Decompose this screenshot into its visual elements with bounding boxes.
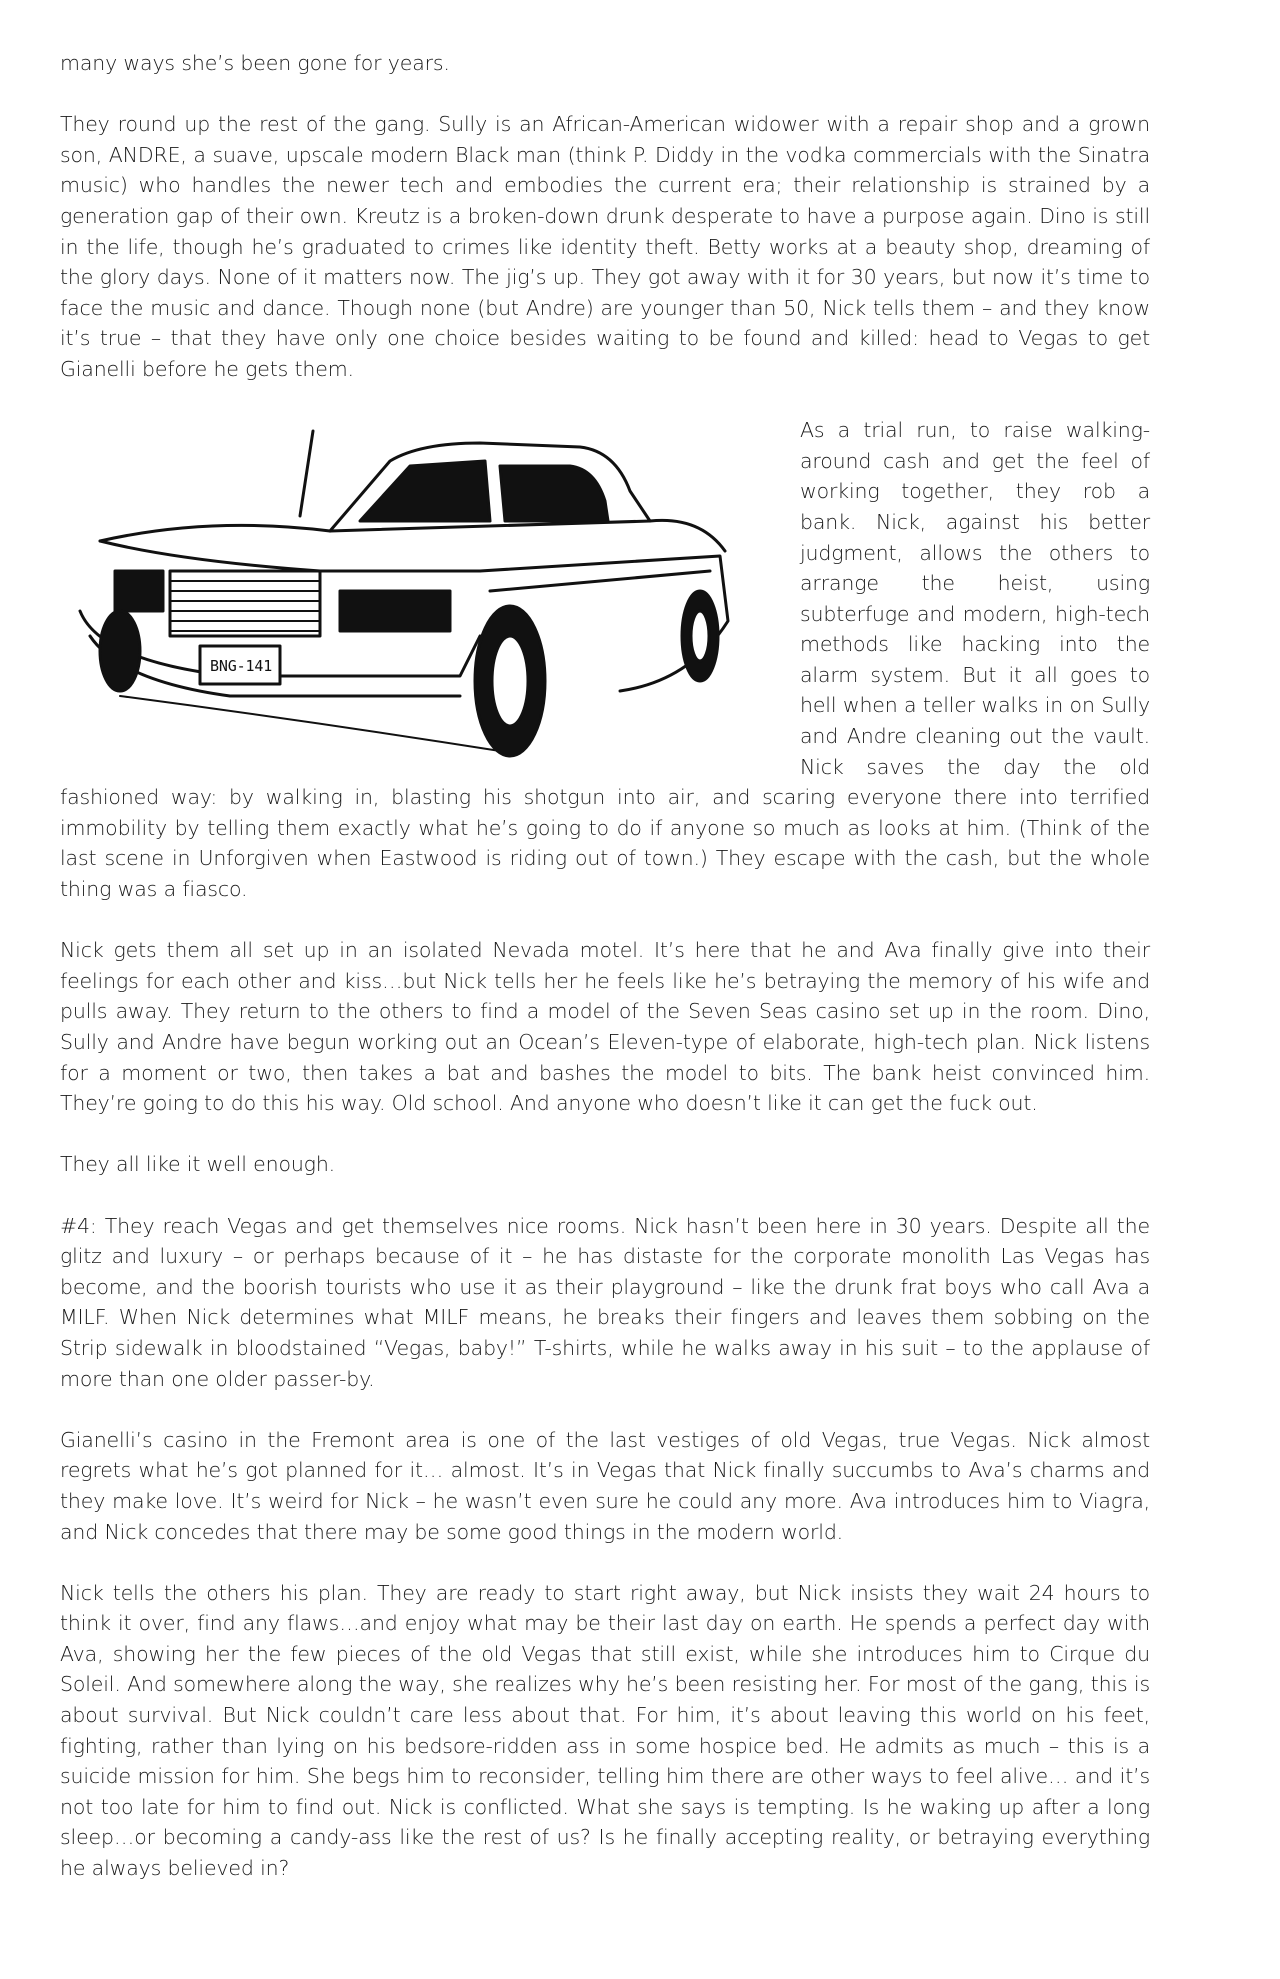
paragraph: As a trial run, to raise walking-around cash and get the feel of working together, they rob a bank. Nick, against his better judgment, allows the others to arrange the heist, using subterfuge and modern, high-tech methods like hacking into the alarm system. But it all goes to hell when a teller walks in on Sully and Andre cleaning out the vault. Nick saves the day the old fashioned way: by walking in, blasting his shotgun into air, and scaring everyone there into terrified immobility by telling them exactly what he’s going to do if anyone so much as looks at him. (Think of the last scene in Unforgiven when Eastwood is riding out of town.) They escape with the cash, but the whole thing was a fiasco.: [60, 418, 1150, 902]
paragraph: Gianelli’s casino in the Fremont area is one of the last vestiges of old Vegas, true Vegas. Nick almost regrets what he’s got planned for it… almost. It’s in Vegas that Nick finally succumbs to Ava’s charms and they make love. It’s weird for Nick – he wasn’t even sure he could any more. Ava introduces him to Viagra, and Nick concedes that there may be some good things in the modern world.: [60, 1427, 1150, 1544]
license-plate-text: BNG-141: [210, 657, 273, 676]
document-page: [60, 48, 1150, 1914]
car-illustration: [60, 421, 760, 776]
paragraph: Nick tells the others his plan. They are ready to start right away, but Nick insists they wait 24 hours to think it over, find any flaws…and enjoy what may be their last day on earth. He spends a perfect day with Ava, showing her the few pieces of the old Vegas that still exist, while she introduces him to Cirque du Soleil. And somewhere along the way, she realizes why he’s been resisting her. For most of the gang, this is about survival. But Nick couldn’t care less about that. For him, it’s about leaving this world on his feet, fighting, rather than lying on his bedsore-ridden ass in some hospice bed. He admits as much – this is a suicide mission for him. She begs him to reconsider, telling him there are other ways to feel alive… and it’s not too late for him to find out. Nick is conflicted. What she says is tempting. Is he waking up after a long sleep…or becoming a candy-ass like the rest of us? Is he finally accepting reality, or betraying everything he always believed in?: [60, 1580, 1150, 1881]
paragraph: Nick gets them all set up in an isolated Nevada motel. It’s here that he and Ava finally give into their feelings for each other and kiss…but Nick tells her he feels like he’s betraying the memory of his wife and pulls away. They return to the others to find a model of the Seven Seas casino set up in the room. Dino, Sully and Andre have begun working out an Ocean’s Eleven-type of elaborate, high-tech plan. Nick listens for a moment or two, then takes a bat and bashes the model to bits. The bank heist convinced him. They’re going to do this his way. Old school. And anyone who doesn’t like it can get the fuck out.: [60, 938, 1150, 1116]
paragraph: many ways she’s been gone for years.: [60, 51, 450, 75]
paragraph: #4: They reach Vegas and get themselves nice rooms. Nick hasn’t been here in 30 years. Despite all the glitz and luxury – or perhaps because of it – he has distaste for the corporate monolith Las Vegas has become, and the boorish tourists who use it as their playground – like the drunk frat boys who call Ava a MILF. When Nick determines what MILF means, he breaks their fingers and leaves them sobbing on the Strip sidewalk in bloodstained “Vegas, baby!” T-shirts, while he walks away in his suit – to the applause of more than one older passer-by.: [60, 1213, 1150, 1391]
cadillac-drawing: [60, 421, 760, 776]
paragraph: They all like it well enough.: [60, 1152, 336, 1177]
paragraph: They round up the rest of the gang. Sully is an African-American widower with a repair shop and a grown son, ANDRE, a suave, upscale modern Black man (think P. Diddy in the vodka commercials with the Sinatra music) who handles the newer tech and embodies the current era; their relationship is strained by a generation gap of their own. Kreutz is a broken-down drunk desperate to have a purpose again. Dino is still in the life, though he’s graduated to crimes like identity theft. Betty works at a beauty shop, dreaming of the glory days. None of it matters now. The jig’s up. They got away with it for 30 years, but now it’s time to face the music and dance. Though none (but Andre) are younger than 50, Nick tells them – and they know it’s true – that they have only one choice besides waiting to be found and killed: head to Vegas to get Gianelli before he gets them.: [60, 112, 1150, 381]
